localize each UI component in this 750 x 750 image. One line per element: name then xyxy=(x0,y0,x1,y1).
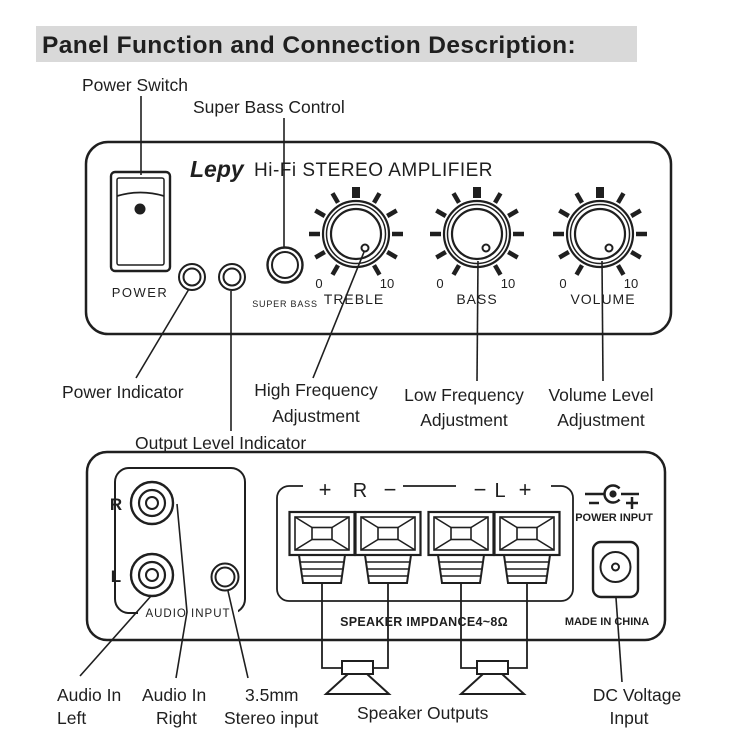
treble-min: 0 xyxy=(315,276,323,291)
wire-l-plus xyxy=(508,583,527,668)
treble-max: 10 xyxy=(379,276,395,291)
speaker-wiring xyxy=(322,583,527,694)
callout-stereo-input-1: 3.5mm xyxy=(245,685,299,705)
page-title xyxy=(36,26,637,62)
front-panel xyxy=(86,118,671,381)
rocker-divider xyxy=(117,193,164,197)
callout-volume-level-2: Adjustment xyxy=(557,410,645,430)
power-input-label: POWER INPUT xyxy=(575,512,653,524)
power-switch-label: POWER xyxy=(111,285,169,300)
bass-max: 10 xyxy=(500,276,516,291)
callout-speaker-outputs: Speaker Outputs xyxy=(357,703,489,723)
rca-right-letter: R xyxy=(109,495,123,514)
speaker-terminal-r-minus xyxy=(356,512,421,583)
volume-max: 10 xyxy=(623,276,639,291)
volume-knob xyxy=(553,187,647,381)
stereo-35mm-jack xyxy=(212,564,239,591)
speaker-impedance-label: SPEAKER IMPDANCE4~8Ω xyxy=(340,615,508,629)
super-bass-label: SUPER BASS xyxy=(252,299,318,309)
callout-low-frequency-2: Adjustment xyxy=(420,410,508,430)
output-level-indicator-led xyxy=(219,264,245,290)
made-in-china-label: MADE IN CHINA xyxy=(564,616,650,628)
speaker-terminal-l-plus xyxy=(495,512,560,583)
callout-audio-in-left-1: Audio In xyxy=(57,685,122,705)
terminal-left-ch-label: L xyxy=(494,480,506,502)
callout-super-bass-control: Super Bass Control xyxy=(193,97,345,117)
callout-dc-voltage-1: DC Voltage xyxy=(592,685,682,705)
callout-low-frequency-1: Low Frequency xyxy=(404,385,524,405)
bass-leader-line xyxy=(477,261,478,381)
bass-min: 0 xyxy=(436,276,444,291)
volume-label: VOLUME xyxy=(570,291,636,307)
audio-right-leader-line xyxy=(176,504,187,678)
volume-min: 0 xyxy=(559,276,567,291)
audio-left-leader-line xyxy=(80,596,151,676)
speaker-terminal-l-minus xyxy=(429,512,494,583)
terminal-right-plus-label: + xyxy=(318,477,332,502)
volume-leader-line xyxy=(602,261,603,381)
terminal-left-plus-label: + xyxy=(518,477,532,502)
rocker-dot-icon xyxy=(135,204,146,215)
power-switch-illustration xyxy=(111,172,170,271)
callout-volume-level-1: Volume Level xyxy=(548,385,654,405)
callout-audio-in-right-2: Right xyxy=(156,708,197,728)
brand-logo: Lepy xyxy=(190,156,244,182)
callout-stereo-input-2: Stereo input xyxy=(224,708,319,728)
callout-power-indicator: Power Indicator xyxy=(62,382,184,402)
terminal-right-ch-label: R xyxy=(352,480,368,502)
callout-high-frequency-1: High Frequency xyxy=(254,380,378,400)
callout-dc-voltage-2: Input xyxy=(609,708,649,728)
rear-callout-labels xyxy=(57,685,681,728)
dc-polarity-icon xyxy=(585,486,639,510)
rca-jack-right xyxy=(131,482,173,524)
bass-knob xyxy=(430,187,524,381)
callout-output-level-indicator: Output Level Indicator xyxy=(135,433,307,453)
dc-jack xyxy=(593,542,638,597)
callout-high-frequency-2: Adjustment xyxy=(272,406,360,426)
treble-label: TREBLE xyxy=(323,291,385,307)
rca-left-letter: L xyxy=(110,567,122,586)
callout-audio-in-right-1: Audio In xyxy=(142,685,207,705)
rca-jack-left xyxy=(131,554,173,596)
terminal-right-minus-label: − xyxy=(383,477,397,502)
audio-input-label: AUDIO INPUT xyxy=(145,608,231,620)
treble-leader-line xyxy=(313,252,364,378)
front-leader-lines xyxy=(136,96,231,431)
speaker-terminal-r-plus xyxy=(290,512,355,583)
terminal-left-minus-label: − xyxy=(473,477,487,502)
model-title: Hi-Fi STEREO AMPLIFIER xyxy=(254,160,494,181)
wire-r-plus xyxy=(322,583,342,668)
page-title-text: Panel Function and Connection Description: xyxy=(42,32,577,59)
speaker-right-icon xyxy=(326,661,389,694)
bass-label: BASS xyxy=(456,291,498,307)
super-bass-knob xyxy=(252,118,318,309)
callout-audio-in-left-2: Left xyxy=(57,708,87,728)
power-indicator-led xyxy=(179,264,205,290)
callout-power-switch: Power Switch xyxy=(82,75,189,95)
speaker-left-icon xyxy=(461,661,524,694)
treble-knob xyxy=(309,187,403,378)
